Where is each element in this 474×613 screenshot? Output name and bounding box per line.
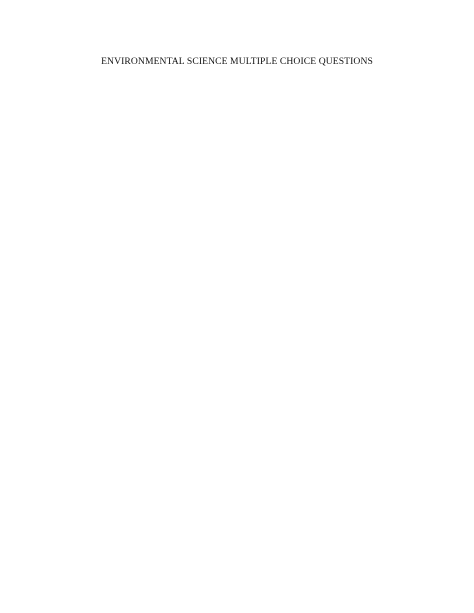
document-title: ENVIRONMENTAL SCIENCE MULTIPLE CHOICE QUESTIONS — [101, 56, 373, 67]
